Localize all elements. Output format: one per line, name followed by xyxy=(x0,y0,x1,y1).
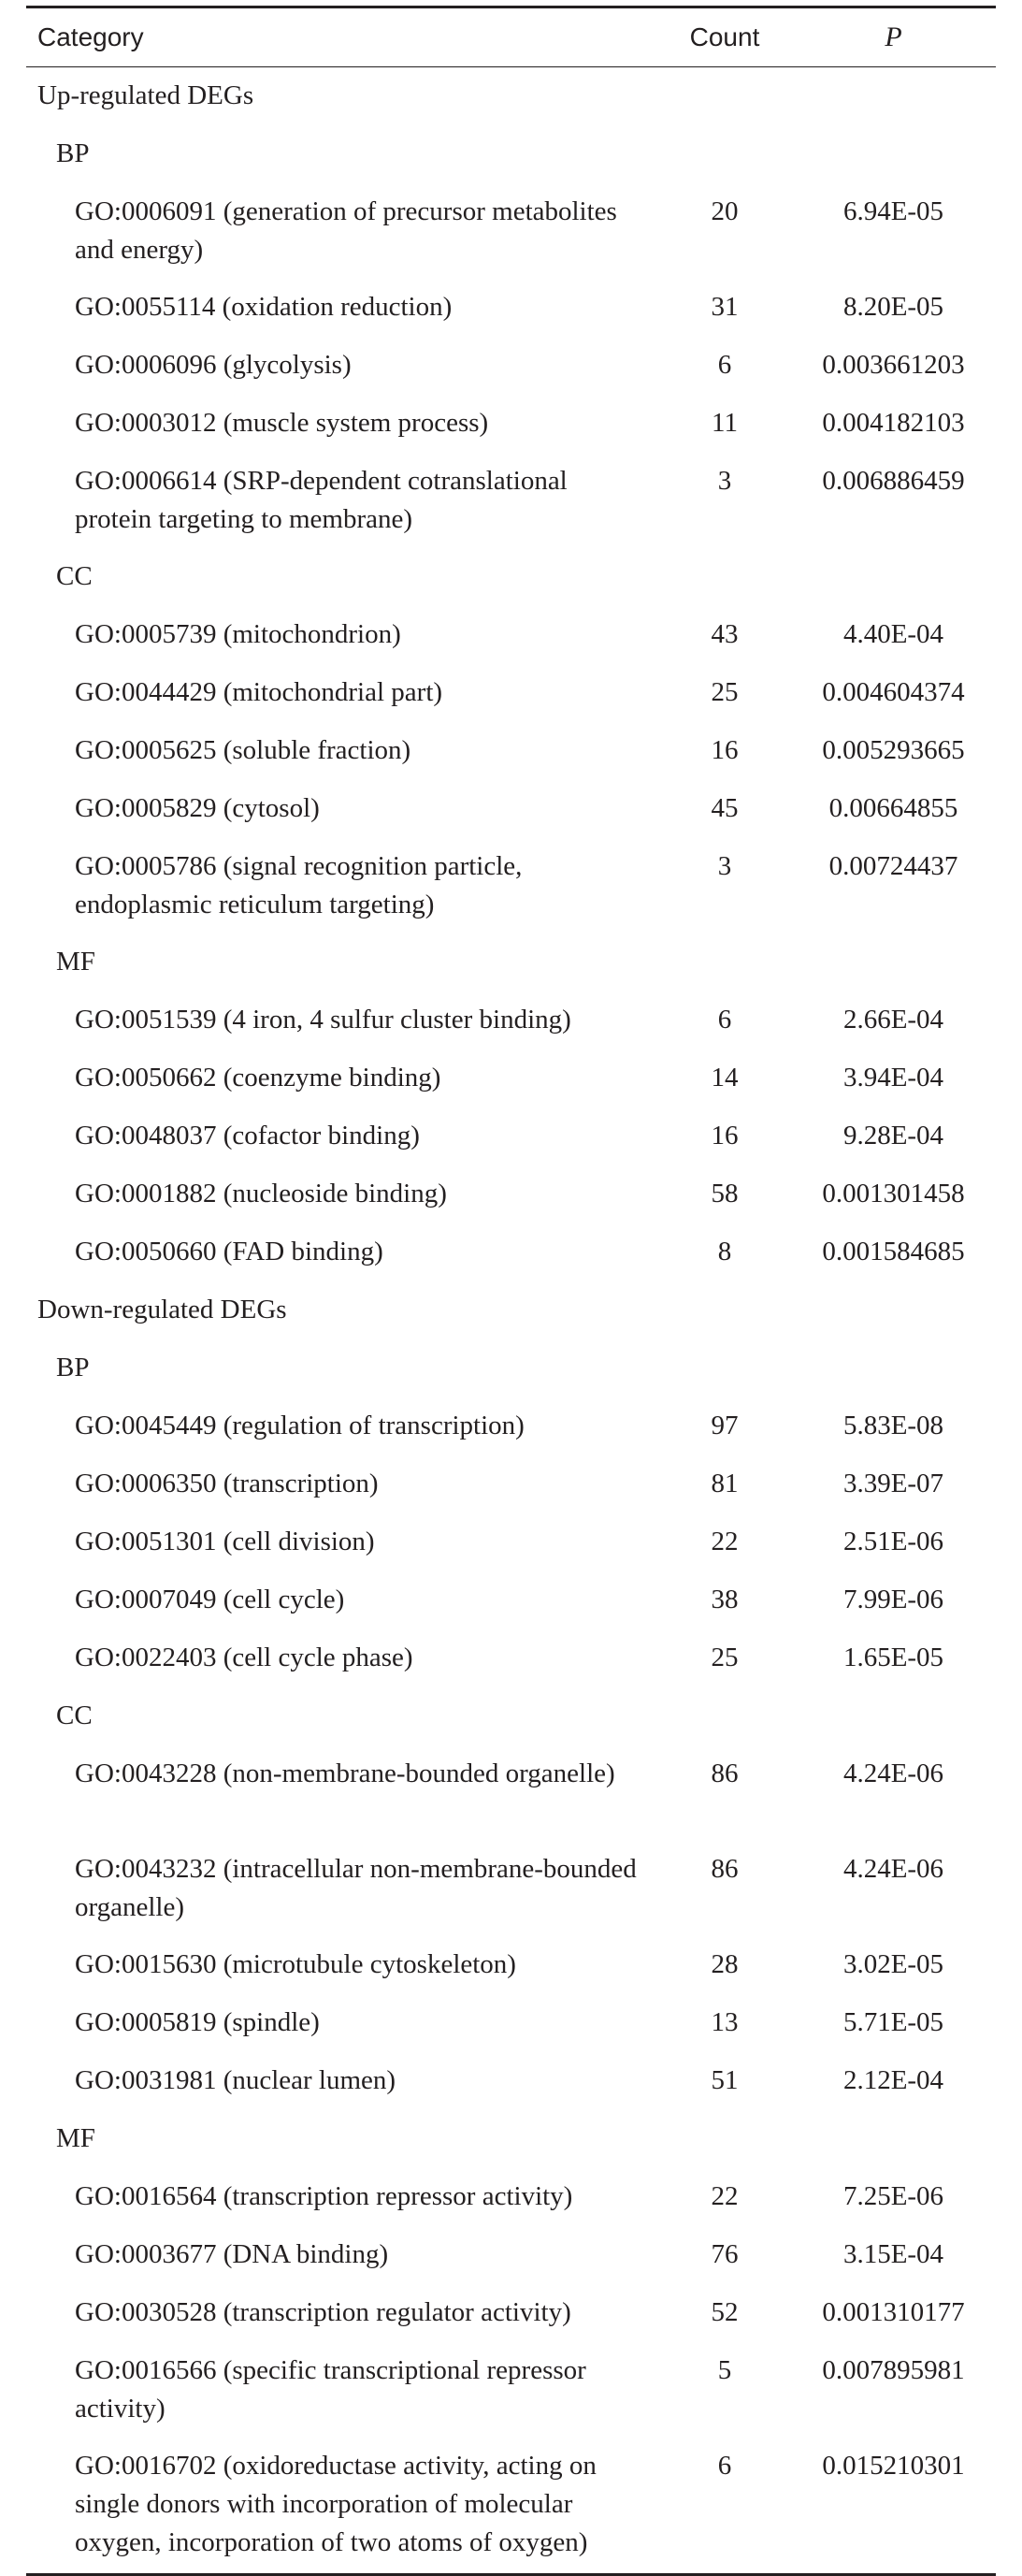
p-value-cell: 0.004182103 xyxy=(822,408,965,438)
p-value-cell: 3.02E-05 xyxy=(842,1949,944,1979)
count-cell: 38 xyxy=(711,1585,739,1614)
table-row xyxy=(26,453,996,548)
p-value-cell: 2.66E-04 xyxy=(842,1005,944,1035)
count-cell: 81 xyxy=(711,1469,739,1498)
count-cell: 20 xyxy=(711,196,739,226)
count-cell: 58 xyxy=(711,1179,739,1208)
go-term-cell: GO:0048037 (cofactor binding) xyxy=(75,1121,420,1151)
go-term-cell: GO:0051539 (4 iron, 4 sulfur cluster binding) xyxy=(75,1005,571,1035)
count-cell: 3 xyxy=(717,466,732,496)
go-term-cell: GO:0016702 (oxidoreductase activity, acting on single donors with incorporation of molecular oxygen, incorporation of two atoms of oxygen) xyxy=(75,2451,597,2557)
go-term-cell: GO:0006096 (glycolysis) xyxy=(75,350,352,380)
p-value-cell: 0.00664855 xyxy=(828,793,958,823)
go-term-cell: GO:0051301 (cell division) xyxy=(75,1527,375,1556)
count-cell: 14 xyxy=(711,1063,739,1093)
p-value-cell: 3.15E-04 xyxy=(842,2239,944,2269)
go-term-cell: GO:0055114 (oxidation reduction) xyxy=(75,292,453,322)
p-value-cell: 3.94E-04 xyxy=(842,1063,944,1093)
count-cell: 5 xyxy=(717,2355,732,2385)
table-row xyxy=(26,2168,996,2226)
go-term-cell: GO:0006614 (SRP-dependent cotranslational protein targeting to membrane) xyxy=(75,466,568,534)
subgroup-label: CC xyxy=(56,1700,93,1730)
go-term-cell: GO:0003012 (muscle system process) xyxy=(75,408,489,438)
go-term-cell: GO:0006091 (generation of precursor metabolites and energy) xyxy=(75,196,617,265)
p-value-cell: 7.99E-06 xyxy=(842,1585,944,1614)
count-cell: 6 xyxy=(717,1005,732,1035)
count-cell: 25 xyxy=(711,1643,739,1672)
table-row xyxy=(26,2226,996,2284)
go-term-cell: GO:0022403 (cell cycle phase) xyxy=(75,1643,413,1672)
p-value-cell: 1.65E-05 xyxy=(842,1643,944,1672)
count-cell: 22 xyxy=(711,1527,739,1556)
subgroup-label: BP xyxy=(56,1353,90,1382)
table-row xyxy=(26,1049,996,1107)
count-cell: 25 xyxy=(711,677,739,707)
table-row xyxy=(26,1571,996,1629)
p-value-cell: 0.001310177 xyxy=(822,2297,965,2327)
go-term-cell: GO:0030528 (transcription regulator activity) xyxy=(75,2297,571,2327)
p-value-cell: 0.005293665 xyxy=(822,735,965,765)
p-value-cell: 8.20E-05 xyxy=(842,292,944,322)
table-header-row xyxy=(26,8,996,66)
go-term-cell: GO:0003677 (DNA binding) xyxy=(75,2239,389,2269)
table-row xyxy=(26,1397,996,1455)
header-p: P xyxy=(885,22,902,52)
go-term-cell: GO:0045449 (regulation of transcription) xyxy=(75,1411,525,1440)
table-row xyxy=(26,337,996,395)
p-value-cell: 0.015210301 xyxy=(822,2451,965,2481)
p-value-cell: 4.24E-06 xyxy=(842,1854,944,1884)
count-cell: 97 xyxy=(711,1411,739,1440)
p-value-cell: 5.71E-05 xyxy=(842,2007,944,2037)
table-row xyxy=(26,183,996,279)
header-count: Count xyxy=(689,22,760,51)
p-value-cell: 4.40E-04 xyxy=(842,619,944,649)
count-cell: 31 xyxy=(711,292,739,322)
count-cell: 51 xyxy=(711,2065,739,2095)
p-value-cell: 0.006886459 xyxy=(822,466,965,496)
go-term-cell: GO:0044429 (mitochondrial part) xyxy=(75,677,443,707)
table-row xyxy=(26,606,996,664)
subgroup-label: MF xyxy=(56,2123,95,2153)
count-cell: 8 xyxy=(717,1237,732,1266)
table-row xyxy=(26,1165,996,1223)
table-row xyxy=(26,1455,996,1513)
count-cell: 6 xyxy=(717,350,732,380)
go-term-cell: GO:0005625 (soluble fraction) xyxy=(75,735,411,765)
table-row xyxy=(26,722,996,780)
group-label: Down-regulated DEGs xyxy=(37,1295,287,1324)
header-category: Category xyxy=(37,22,144,51)
p-value-cell: 6.94E-05 xyxy=(842,196,944,226)
subgroup-label: MF xyxy=(56,947,95,977)
go-term-cell: GO:0005819 (spindle) xyxy=(75,2007,320,2037)
count-cell: 6 xyxy=(717,2451,732,2481)
table-row xyxy=(26,1841,996,1936)
go-term-cell: GO:0050660 (FAD binding) xyxy=(75,1237,383,1266)
go-term-cell: GO:0006350 (transcription) xyxy=(75,1469,379,1498)
count-cell: 3 xyxy=(717,851,732,881)
count-cell: 28 xyxy=(711,1949,739,1979)
go-term-cell: GO:0015630 (microtubule cytoskeleton) xyxy=(75,1949,516,1979)
go-term-cell: GO:0007049 (cell cycle) xyxy=(75,1585,345,1614)
group-label: Up-regulated DEGs xyxy=(37,80,254,110)
p-value-cell: 7.25E-06 xyxy=(842,2181,944,2211)
go-term-cell: GO:0016566 (specific transcriptional repressor activity) xyxy=(75,2355,586,2424)
p-value-cell: 3.39E-07 xyxy=(842,1469,944,1498)
table-row xyxy=(26,1745,996,1841)
p-value-cell: 0.007895981 xyxy=(822,2355,965,2385)
p-value-cell: 2.12E-04 xyxy=(842,2065,944,2095)
go-term-cell: GO:0031981 (nuclear lumen) xyxy=(75,2065,396,2095)
count-cell: 76 xyxy=(711,2239,739,2269)
p-value-cell: 0.001301458 xyxy=(822,1179,965,1208)
subgroup-label: CC xyxy=(56,561,93,591)
table-row xyxy=(26,991,996,1049)
table-row xyxy=(26,2342,996,2438)
go-term-cell: GO:0016564 (transcription repressor activity) xyxy=(75,2181,573,2211)
table-row xyxy=(26,1994,996,2052)
go-term-cell: GO:0043232 (intracellular non-membrane-bounded organelle) xyxy=(75,1854,637,1922)
go-term-cell: GO:0005829 (cytosol) xyxy=(75,793,320,823)
table-row xyxy=(26,279,996,337)
table-row xyxy=(26,838,996,933)
subgroup-label: BP xyxy=(56,138,90,168)
count-cell: 11 xyxy=(712,408,738,438)
table-row xyxy=(26,780,996,838)
table-row xyxy=(26,1936,996,1994)
p-value-cell: 0.004604374 xyxy=(822,677,965,707)
p-value-cell: 2.51E-06 xyxy=(842,1527,944,1556)
table-row xyxy=(26,1223,996,1281)
table-row xyxy=(26,2438,996,2573)
p-value-cell: 0.00724437 xyxy=(828,851,958,881)
count-cell: 45 xyxy=(711,793,739,823)
count-cell: 22 xyxy=(711,2181,739,2211)
go-enrichment-table xyxy=(26,6,996,2576)
table-row xyxy=(26,1513,996,1571)
table-row xyxy=(26,395,996,453)
p-value-cell: 0.001584685 xyxy=(822,1237,965,1266)
p-value-cell: 4.24E-06 xyxy=(842,1758,944,1788)
count-cell: 86 xyxy=(711,1758,739,1788)
table-row xyxy=(26,2284,996,2342)
go-term-cell: GO:0005739 (mitochondrion) xyxy=(75,619,401,649)
count-cell: 43 xyxy=(711,619,739,649)
table-row xyxy=(26,2052,996,2110)
go-term-cell: GO:0043228 (non-membrane-bounded organelle) xyxy=(75,1758,615,1788)
count-cell: 86 xyxy=(711,1854,739,1884)
table-body xyxy=(26,67,996,2573)
table-row xyxy=(26,1629,996,1687)
count-cell: 16 xyxy=(711,1121,739,1151)
go-term-cell: GO:0005786 (signal recognition particle, endoplasmic reticulum targeting) xyxy=(75,851,523,919)
count-cell: 52 xyxy=(711,2297,739,2327)
p-value-cell: 0.003661203 xyxy=(822,350,965,380)
go-term-cell: GO:0001882 (nucleoside binding) xyxy=(75,1179,447,1208)
count-cell: 16 xyxy=(711,735,739,765)
go-term-cell: GO:0050662 (coenzyme binding) xyxy=(75,1063,441,1093)
table-row xyxy=(26,664,996,722)
p-value-cell: 9.28E-04 xyxy=(842,1121,944,1151)
p-value-cell: 5.83E-08 xyxy=(842,1411,944,1440)
table-row xyxy=(26,1107,996,1165)
count-cell: 13 xyxy=(711,2007,739,2037)
